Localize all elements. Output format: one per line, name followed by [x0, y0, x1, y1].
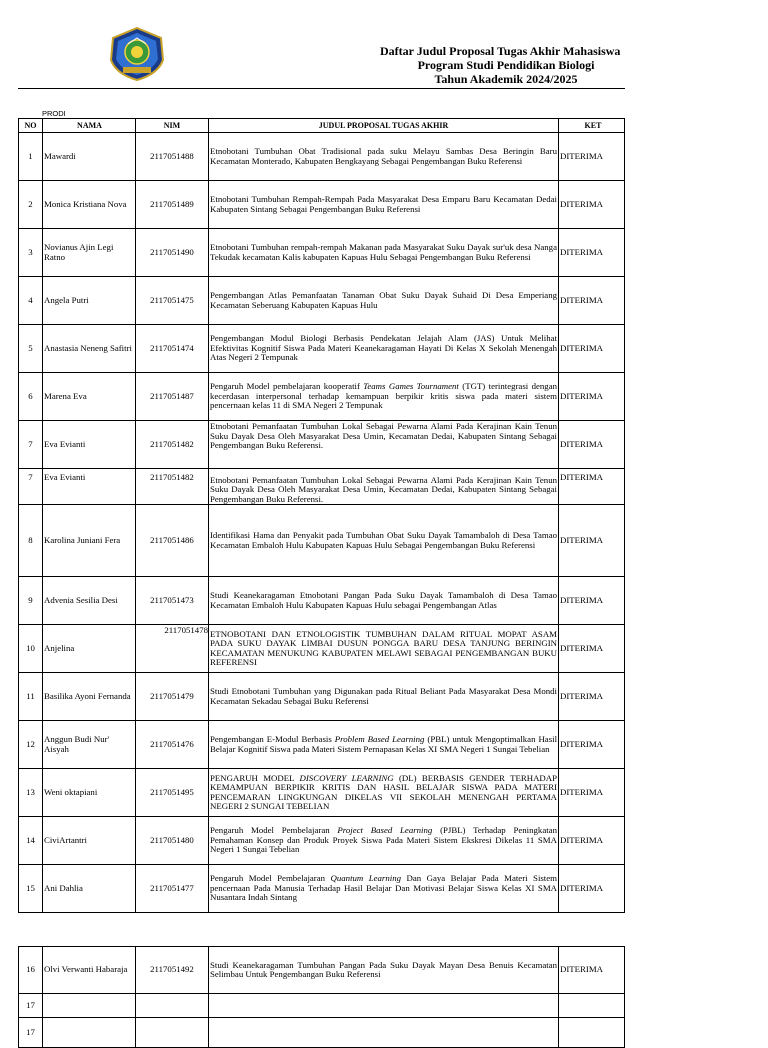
row-no: 17: [26, 1026, 35, 1037]
table-row: [18, 373, 625, 421]
row-judul: Identifikasi Hama dan Penyakit pada Tumbuhan Obat Suku Dayak Tamambaloh di Desa Tamao Kecamatan Embaloh Hulu Kabupaten Kapuas Hulu Sebagai Pengembangan Buku Referensi: [208, 505, 558, 576]
row-nama: CiviArtantri: [42, 817, 135, 864]
table-section-3: [18, 946, 625, 1037]
row-nama: Mawardi: [42, 133, 135, 180]
row-nama: Anjelina: [42, 625, 135, 672]
table-row: [18, 946, 625, 994]
row-nim: 2117051490: [135, 229, 208, 276]
judul-emphasis: Teams Games Tournament: [363, 381, 459, 392]
row-nim: 2117051492: [135, 947, 208, 993]
row-no: 12: [26, 738, 35, 749]
row-ket: DITERIMA: [558, 865, 626, 912]
table-section-1: [18, 118, 625, 450]
table-row: [18, 817, 625, 865]
row-judul: Studi Keanekaragaman Etnobotani Pangan Pada Suku Dayak Tamambaloh di Desa Tamao Kecamatan Embaloh Hulu Kabupaten Kapuas Hulu sebagai Pengembangan Atlas: [208, 577, 558, 624]
judul-emphasis: Quantum Learning: [330, 873, 401, 884]
row-judul: Etnobotani Tumbuhan rempah-rempah Makanan pada Masyarakat Suku Dayak sur'uk desa Nanga Tekudak kecamatan Kalis kabupaten Kapuas Hulu Sebagai Pengembangan Buku Referensi: [208, 229, 558, 276]
row-ket: DITERIMA: [558, 625, 626, 672]
row-ket: DITERIMA: [558, 181, 626, 228]
row-judul: Pengaruh Model pembelajaran kooperatif Teams Games Tournament (TGT) terintegrasi dengan kecerdasan interpersonal terhadap kemampuan berpikir kritis siswa pada materi sistem pencernaan kelas 11 di SMA Negeri 2 Tempunak: [208, 373, 558, 420]
row-nama: Eva Evianti: [42, 452, 135, 504]
document-header: [360, 44, 652, 86]
row-judul: Pengembangan Modul Biologi Berbasis Pendekatan Jelajah Alam (JAS) Untuk Melihat Efektivitas Kognitif Siswa Pada Materi Keanekaragaman Hayati Di Kelas X Sekolah Menengah Atas Negeri 2 Tempunak: [208, 325, 558, 372]
row-nim: 2117051477: [135, 865, 208, 912]
row-no: 8: [28, 534, 33, 545]
row-judul: PENGARUH MODEL DISCOVERY LEARNING (DL) BERBASIS GENDER TERHADAP KEMAMPUAN BERPIKIR KRITIS DAN HASIL BELAJAR SISWA PADA MATERI PENCEMARAN LINGKUNGAN DIKELAS VII SEKOLAH MENENGAH PERTAMA NEGERI 2 SUNGAI TEBELIAN: [208, 769, 558, 816]
table-row: [18, 229, 625, 277]
row-nim: 2117051486: [135, 505, 208, 576]
row-nim: 2117051482: [135, 421, 208, 468]
table-row: [18, 721, 625, 769]
row-judul: Etnobotani Tumbuhan Rempah-Rempah Pada Masyarakat Desa Emparu Baru Kecamatan Dedai Kabupaten Sintang Sebagai Pengembangan Buku Referensi: [208, 181, 558, 228]
row-ket: DITERIMA: [558, 229, 626, 276]
row-nim: 2117051489: [135, 181, 208, 228]
row-nama: [42, 1018, 135, 1047]
row-judul: Etnobotani Pemanfaatan Tumbuhan Lokal Sebagai Pewarna Alami Pada Kerajinan Kain Tenun Suku Dayak Desa Oleh Masyarakat Desa Umin, Kecamatan Dedai, Kabupaten Sintang Sebagai Pengembangan Buku Referensi.: [208, 452, 558, 504]
table-row: [18, 994, 625, 1018]
table-row: [18, 325, 625, 373]
row-ket: DITERIMA: [558, 769, 626, 816]
row-no: 1: [28, 150, 33, 161]
row-no: 6: [28, 390, 33, 401]
table-row: [18, 865, 625, 913]
row-nama: Basilika Ayoni Fernanda: [42, 673, 135, 720]
row-ket: DITERIMA: [558, 325, 626, 372]
table-row: [18, 505, 625, 577]
row-nim: [135, 994, 208, 1017]
header-judul: JUDUL PROPOSAL TUGAS AKHIR: [208, 119, 558, 132]
table-row: [18, 673, 625, 721]
row-judul: Studi Keanekaragaman Tumbuhan Pangan Pada Suku Dayak Mayan Desa Benuis Kecamatan Selimbau Untuk Pengembangan Buku Referensi: [208, 947, 558, 993]
row-judul: Pengaruh Model Pembelajaran Project Based Learning (PJBL) Terhadap Peningkatan Pemahaman Konsep dan Produk Proyek Siswa Pada Materi Sistem Ekskresi Dikelas 11 SMA Negeri 1 Sungai Tebelian: [208, 817, 558, 864]
row-judul: ETNOBOTANI DAN ETNOLOGISTIK TUMBUHAN DALAM RITUAL MOPAT ASAM PADA SUKU DAYAK LIMBAI DUSUN PONGGA BARU DESA TANJUNG BERINGIN KECAMATAN MENUKUNG KABUPATEN MELAWI SEBAGAI PENGEMBANGAN BUKU REFERENSI: [208, 625, 558, 672]
row-nim: 2117051495: [135, 769, 208, 816]
row-nim: 2117051478: [135, 625, 208, 672]
row-no: 4: [28, 294, 33, 305]
header-ket: KET: [558, 119, 626, 132]
row-ket: DITERIMA: [558, 577, 626, 624]
row-nim: 2117051474: [135, 325, 208, 372]
table-row: [18, 1018, 625, 1048]
row-ket: DITERIMA: [558, 817, 626, 864]
row-nim: 2117051487: [135, 373, 208, 420]
row-judul: Pengembangan Atlas Pemanfaatan Tanaman Obat Suku Dayak Suhaid Di Desa Emperiang Kecamatan Seberuang Kabupaten Kapuas Hulu: [208, 277, 558, 324]
row-no: 9: [28, 594, 33, 605]
row-judul: Etnobotani Tumbuhan Obat Tradisional pada suku Melayu Sambas Desa Beringin Baru Kecamatan Monterado, Kabupaten Bengkayang Sebagai Pengembangan Buku Referensi: [208, 133, 558, 180]
table-row: [18, 277, 625, 325]
row-nim: 2117051480: [135, 817, 208, 864]
row-ket: DITERIMA: [558, 947, 626, 993]
judul-emphasis: Project Based Learning: [337, 825, 433, 836]
row-judul: Pengembangan E-Modul Berbasis Problem Based Learning (PBL) untuk Mengoptimalkan Hasil Belajar Kognitif Siswa pada Materi Sistem Pernapasan Kelas XI SMA Negeri 1 Sungai Tebelian: [208, 721, 558, 768]
row-nama: [42, 994, 135, 1017]
table-row: [18, 181, 625, 229]
table-row: [18, 577, 625, 625]
row-nama: Monica Kristiana Nova: [42, 181, 135, 228]
row-ket: DITERIMA: [558, 721, 626, 768]
row-nama: Marena Eva: [42, 373, 135, 420]
row-ket: DITERIMA: [558, 373, 626, 420]
document-title: Daftar Judul Proposal Tugas Akhir Mahasiswa: [380, 44, 621, 58]
header-rule: [18, 88, 625, 89]
row-ket: DITERIMA: [558, 452, 626, 504]
row-judul: Pengaruh Model Pembelajaran Quantum Learning Dan Gaya Belajar Pada Materi Sistem pencernaan Pada Manusia Terhadap Hasil Belajar Dan Motivasi Belajar Siswa Kelas XI SMA Nusantara Indah Sintang: [208, 865, 558, 912]
row-no: 10: [26, 642, 35, 653]
row-nim: 2117051476: [135, 721, 208, 768]
row-no: 3: [28, 246, 33, 257]
row-no: 13: [26, 786, 35, 797]
academic-year: Tahun Akademik 2024/2025: [434, 72, 578, 86]
row-nama: Angela Putri: [42, 277, 135, 324]
program-name: Program Studi Pendidikan Biologi: [417, 58, 595, 72]
row-judul: Studi Etnobotani Tumbuhan yang Digunakan pada Ritual Beliant Pada Masyarakat Desa Mondi Kecamatan Sekadau Sebagai Buku Referensi: [208, 673, 558, 720]
row-nama: Weni oktapiani: [42, 769, 135, 816]
table-header-row: [18, 118, 625, 133]
row-ket: DITERIMA: [558, 505, 626, 576]
row-ket: DITERIMA: [558, 673, 626, 720]
row-judul: [208, 1018, 558, 1047]
row-nama: Olvi Verwanti Habaraja: [42, 947, 135, 993]
row-no: 16: [26, 964, 35, 975]
row-nim: 2117051482: [135, 452, 208, 504]
row-ket: DITERIMA: [558, 133, 626, 180]
row-ket: [558, 1018, 626, 1047]
row-no: 7: [28, 438, 33, 449]
row-no: 17: [26, 999, 35, 1010]
row-no: 11: [26, 690, 35, 701]
row-nama: Anastasia Neneng Safitri: [42, 325, 135, 372]
judul-emphasis: DISCOVERY LEARNING: [299, 772, 394, 783]
row-nama: Novianus Ajin Legi Ratno: [42, 229, 135, 276]
row-no: 2: [28, 198, 33, 209]
header-nama: NAMA: [42, 119, 135, 132]
row-nama: Eva Evianti: [42, 421, 135, 468]
row-no: 15: [26, 882, 35, 893]
row-ket: DITERIMA: [558, 277, 626, 324]
row-nim: 2117051479: [135, 673, 208, 720]
prodi-label: PRODI: [42, 109, 66, 118]
row-nim: 2117051473: [135, 577, 208, 624]
header-nim: NIM: [135, 119, 208, 132]
row-nama: Advenia Sesilia Desi: [42, 577, 135, 624]
row-ket: [558, 994, 626, 1017]
table-row: [18, 625, 625, 673]
table-row: [18, 769, 625, 817]
table-row: [18, 452, 625, 505]
judul-emphasis: Problem Based Learning: [334, 734, 425, 744]
row-nim: 2117051488: [135, 133, 208, 180]
row-nama: Karolina Juniani Fera: [42, 505, 135, 576]
university-logo: [106, 26, 168, 82]
row-nama: Ani Dahlia: [42, 865, 135, 912]
row-nim: 2117051475: [135, 277, 208, 324]
row-no: 7: [28, 472, 33, 483]
row-no: 5: [28, 342, 33, 353]
row-nama: Anggun Budi Nur' Aisyah: [42, 721, 135, 768]
row-ket: DITERIMA: [558, 421, 626, 468]
row-judul: Etnobotani Pemanfaatan Tumbuhan Lokal Sebagai Pewarna Alami Pada Kerajinan Kain Tenun Suku Dayak Desa Oleh Masyarakat Desa Umin, Kecamatan Dedai, Kabupaten Sintang Sebagai Pengembangan Buku Referensi.: [208, 421, 558, 468]
row-no: 14: [26, 834, 35, 845]
header-no: NO: [24, 120, 37, 130]
row-judul: [208, 994, 558, 1017]
table-section-2: [18, 472, 625, 913]
table-row: [18, 133, 625, 181]
row-nim: [135, 1018, 208, 1047]
